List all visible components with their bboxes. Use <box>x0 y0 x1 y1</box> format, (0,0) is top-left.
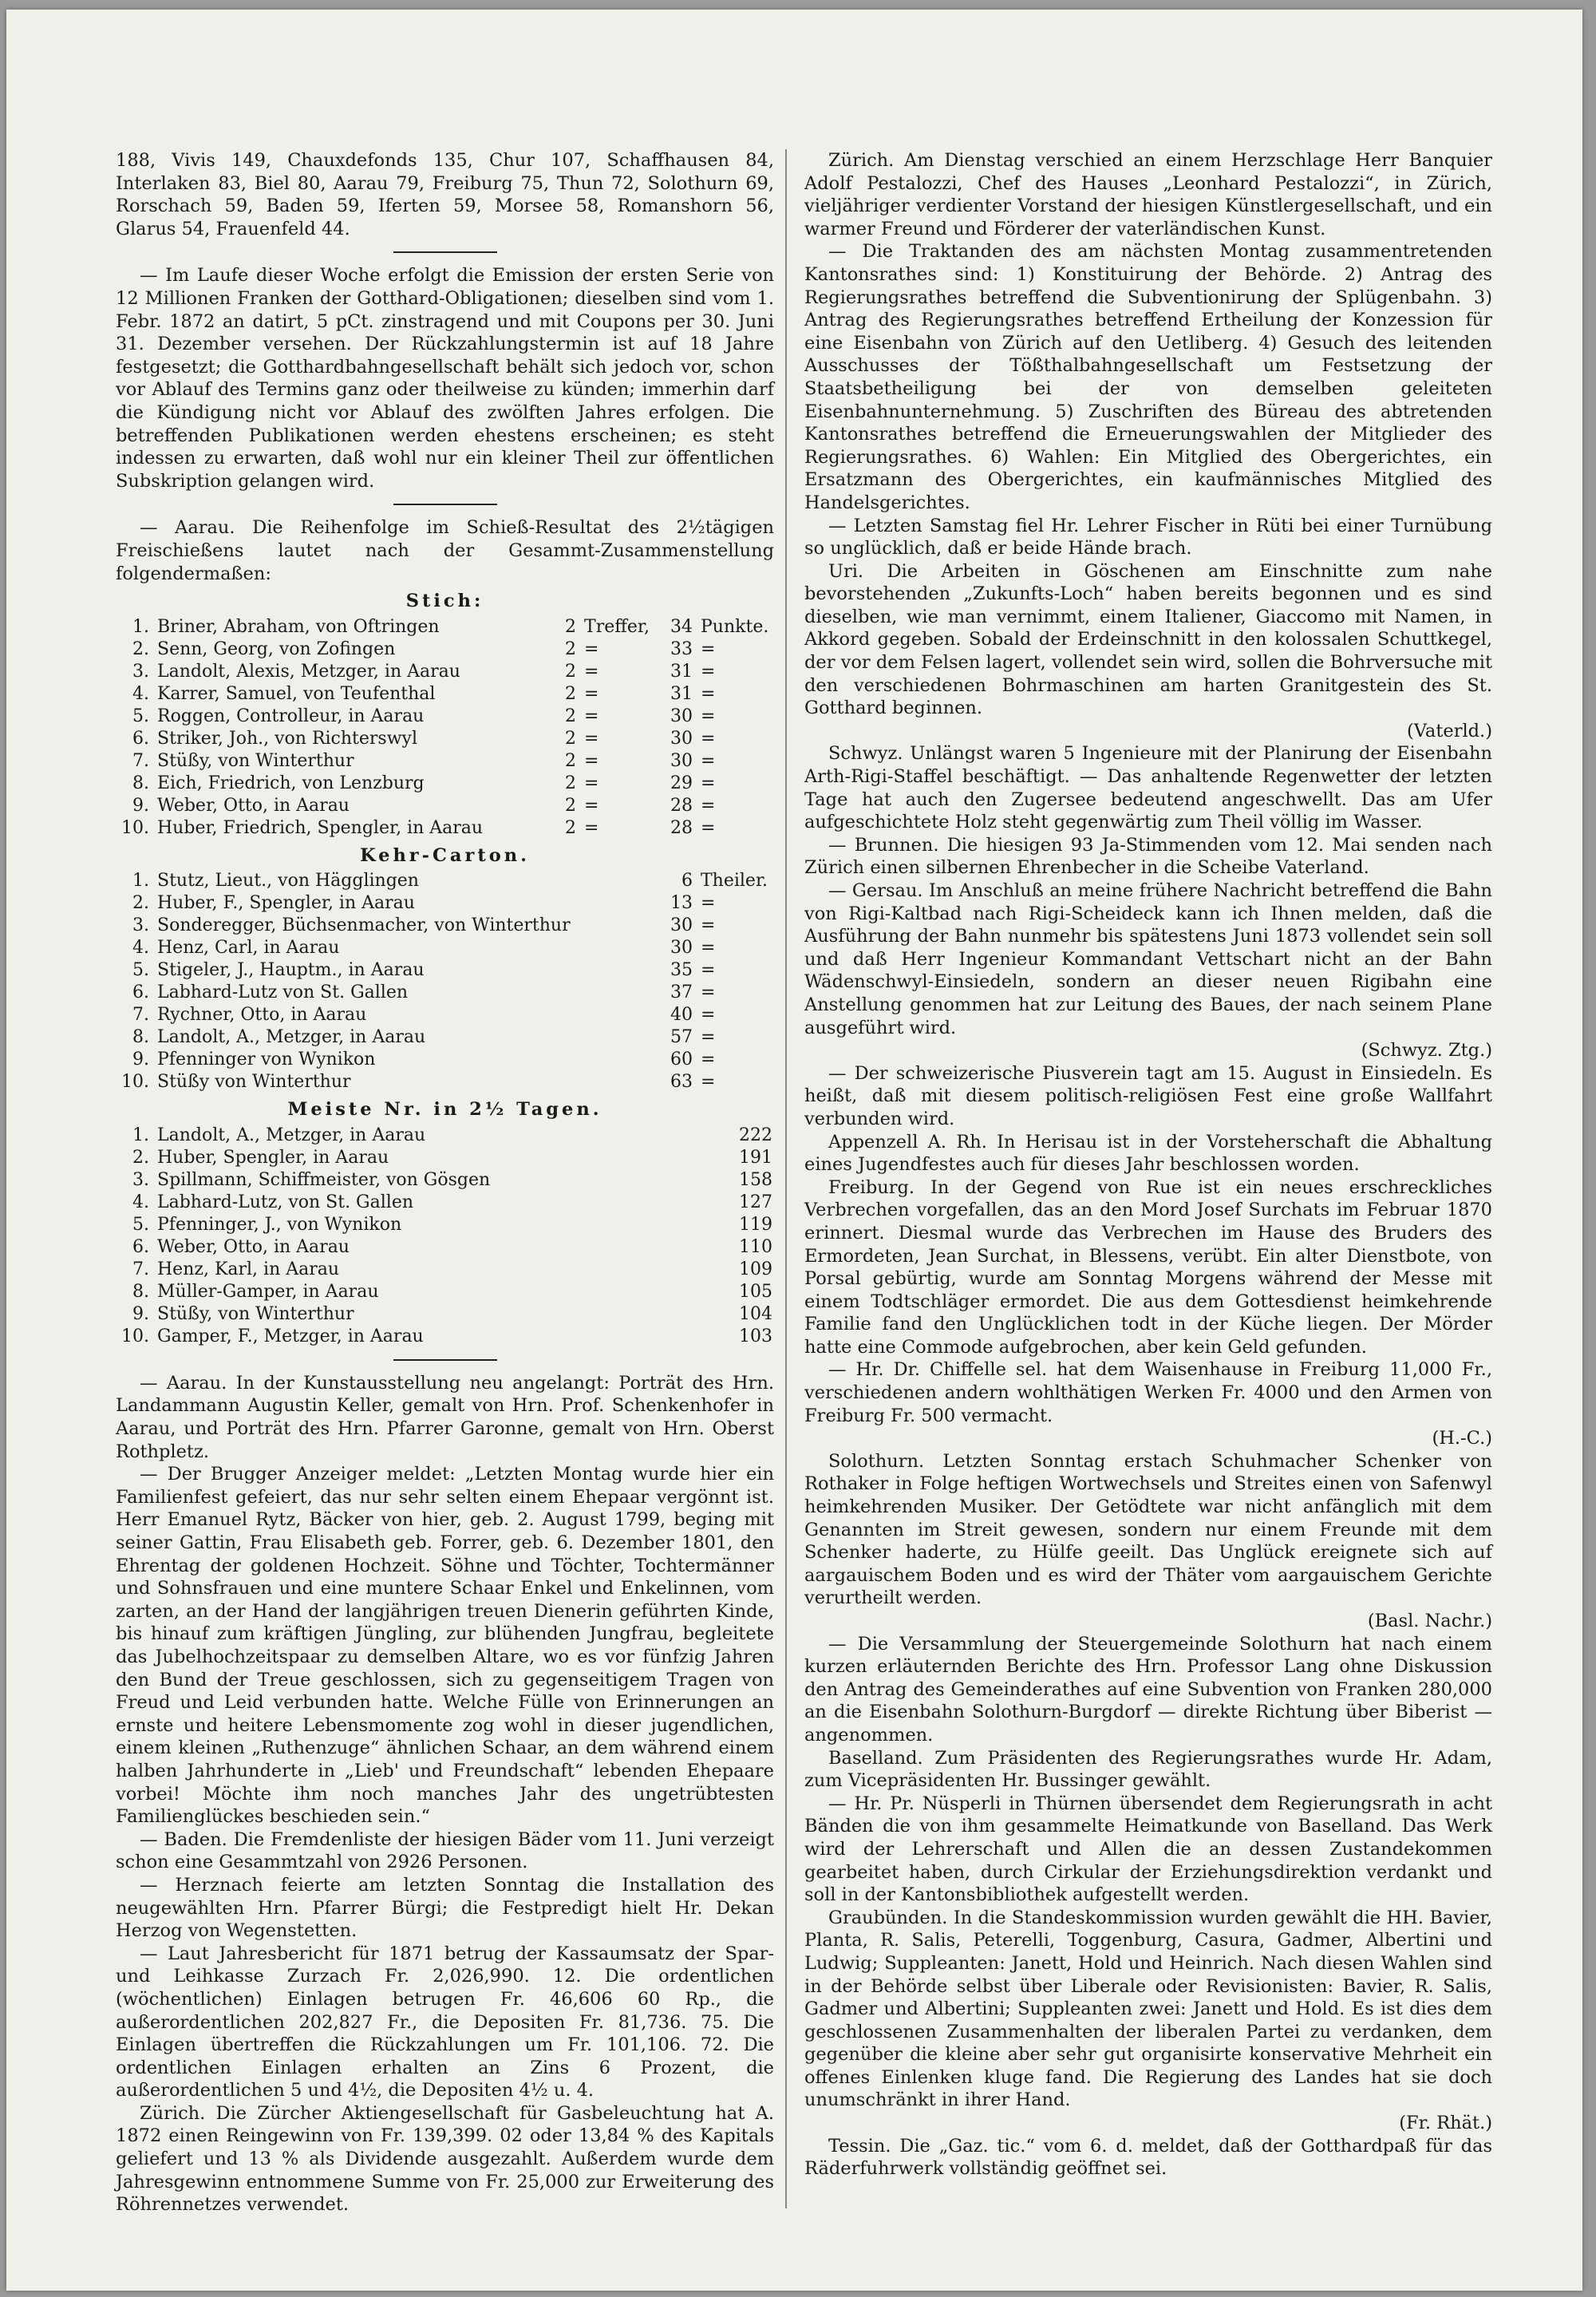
result-n: 5. <box>132 1214 149 1235</box>
result-unit: = <box>701 1072 716 1093</box>
result-val: 28 <box>670 817 693 838</box>
result-unit: = <box>584 638 599 659</box>
result-unit: = <box>584 661 599 682</box>
separator <box>393 251 497 253</box>
result-n: 6. <box>132 982 149 1003</box>
result-name: Roggen, Controlleur, in Aarau <box>157 706 425 726</box>
result-unit: Treffer, <box>584 616 650 637</box>
result-n: 3. <box>132 1169 149 1190</box>
result-unit: = <box>584 795 599 816</box>
separator <box>393 504 497 505</box>
result-n: 9. <box>132 1050 149 1070</box>
result-n: 10. <box>121 817 149 838</box>
result-n: 8. <box>132 1027 149 1048</box>
result-name: Huber, F., Spengler, in Aarau <box>157 893 415 914</box>
result-n: 2. <box>132 1147 149 1168</box>
result-unit: = <box>701 960 716 981</box>
result-val: 158 <box>739 1169 772 1190</box>
left-column <box>116 149 774 2216</box>
result-name: Stigeler, J., Hauptm., in Aarau <box>157 960 425 981</box>
results-table-kehr <box>116 870 774 1093</box>
result-val: 30 <box>670 915 693 936</box>
result-unit: = <box>584 706 599 726</box>
result-name: Huber, Friedrich, Spengler, in Aarau <box>157 817 484 838</box>
result-n: 10. <box>121 1326 149 1346</box>
result-unit: = <box>701 1050 716 1070</box>
result-n: 1. <box>132 616 149 637</box>
attribution-gersau: (Schwyz. Ztg.) <box>1361 1040 1492 1062</box>
result-unit: = <box>584 728 599 749</box>
result-val: 119 <box>739 1214 772 1235</box>
result-unit: = <box>701 1027 716 1048</box>
result-val: 28 <box>670 795 693 816</box>
result-hits: 2 <box>565 638 577 659</box>
result-n: 5. <box>132 960 149 981</box>
result-val: 105 <box>739 1281 772 1302</box>
result-val: 30 <box>670 728 693 749</box>
article-piusverein: — Der schweizerische Piusverein tagt am 15. August in Einsiedeln. Es heißt, daß mit diesem politisch-religiösen Fest eine große Wallfahrt verbunden wird. <box>804 1062 1492 1129</box>
result-hits: 2 <box>565 750 577 771</box>
result-val: 191 <box>739 1147 772 1168</box>
result-val: 103 <box>739 1326 772 1346</box>
result-n: 6. <box>132 1236 149 1257</box>
result-n: 9. <box>132 1303 149 1324</box>
column-rule <box>785 149 787 2208</box>
result-val: 31 <box>670 683 693 704</box>
heading-meiste: Meiste Nr. in 2½ Tagen. <box>287 1099 602 1121</box>
result-n: 8. <box>132 773 149 793</box>
article-kunstausstellung: — Aarau. In der Kunstausstellung neu angelangt: Porträt des Hrn. Landammann Augustin Keller, gemalt von Hrn. Prof. Schenkenhofer in Aarau, und Porträt des Hrn. Pfarrer Garonne, gemalt von Hrn. Oberst Rothpletz. <box>116 1372 774 1462</box>
result-val: 33 <box>670 638 693 659</box>
article-zuerich-pestalozzi: Zürich. Am Dienstag verschied an einem Herzschlage Herr Banquier Adolf Pestalozzi, Chef des Hauses „Leonhard Pestalozzi“, in Zürich, vieljähriger verdienter Vorstand der hiesigen Künstlergesellschaft, und ein warmer Freund und Förderer der vaterländischen Kunst. <box>804 150 1492 239</box>
attribution-solothurn: (Basl. Nachr.) <box>1367 1611 1492 1631</box>
result-val: 109 <box>739 1259 772 1279</box>
result-row <box>116 1026 774 1049</box>
result-val: 110 <box>739 1236 772 1257</box>
result-name: Eich, Friedrich, von Lenzburg <box>157 773 425 793</box>
article-uri: Uri. Die Arbeiten in Göschenen am Einschnitte zum nahe bevorstehenden „Zukunfts-Loch“ haben bereits begonnen und es sind dieselben, wie man vernimmt, einem Italiener, Giaccomo mit Namen, in Akkord gegeben. Sobald der Erdeinschnitt in den kolossalen Schuttkegel, der vor dem Felsen lagert, vollendet sein wird, sollen die Bohrversuche mit den verschiedenen Bohrmaschinen am harten Granitgestein des St. Gotthard beginnen. <box>804 560 1492 719</box>
result-val: 35 <box>670 960 693 981</box>
result-hits: 2 <box>565 706 577 726</box>
result-unit2: = <box>701 683 716 704</box>
result-row <box>116 683 774 706</box>
result-name: Stutz, Lieut., von Hägglingen <box>157 871 419 892</box>
result-val: 104 <box>739 1303 772 1324</box>
result-val: 29 <box>670 773 693 793</box>
article-gersau: — Gersau. Im Anschluß an meine frühere Nachricht betreffend die Bahn von Rigi-Kaltbad nach Rigi-Scheideck kann ich Ihnen melden, daß die Ausführung der Bahn nunmehr bis spätestens Juni 1873 vollendet sein soll und daß Herr Ingenieur Kommandant Vettschart nicht an der Bahn Wädenschwyl-Einsiedeln, sondern an dieser neuen Rigibahn eine Anstellung genommen hat zur Leitung des Baues, der nach seinem Plane ausgeführt wird. <box>804 880 1492 1038</box>
result-row <box>116 1192 774 1214</box>
result-row <box>116 706 774 728</box>
article-gotthard-obligationen: — Im Laufe dieser Woche erfolgt die Emission der ersten Serie von 12 Millionen Franken der Gotthard-Obligationen; dieselben sind vom 1. Febr. 1872 an datirt, 5 pCt. zinstragend und mit Coupons per 30. Juni 31. Dezember versehen. Der Rückzahlungstermin ist auf 18 Jahre festgesetzt; die Gotthardbahngesellschaft behält sich jedoch vor, schon vor Ablauf des Termins ganz oder theilweise zu künden; immerhin darf die Kündigung nicht vor Ablauf des zwölften Jahres erfolgen. Die betreffenden Publikationen werden ehestens erscheinen; es steht indessen zu erwarten, daß wohl nur ein kleiner Theil zur öffentlichen Subskription gelangen wird. <box>116 265 774 492</box>
result-hits: 2 <box>565 773 577 793</box>
results-table-stich <box>116 616 774 840</box>
result-name: Henz, Carl, in Aarau <box>157 938 340 959</box>
result-name: Weber, Otto, in Aarau <box>157 1236 350 1257</box>
article-aarau-freischiessen: — Aarau. Die Reihenfolge im Schieß-Resultat des 2½tägigen Freischießens lautet nach der Gesammt-Zusammenstellung folgendermaßen: <box>116 517 774 584</box>
result-name: Pfenninger von Wynikon <box>157 1050 376 1070</box>
result-name: Weber, Otto, in Aarau <box>157 795 350 816</box>
result-val: 40 <box>670 1005 693 1026</box>
result-unit: = <box>701 915 716 936</box>
result-row <box>116 937 774 959</box>
article-town-list: 188, Vivis 149, Chauxdefonds 135, Chur 107, Schaffhausen 84, Interlaken 83, Biel 80, Aarau 79, Freiburg 75, Thun 72, Solothurn 69, Rorschach 59, Baden 59, Iferten 59, Morsee 58, Romanshorn 56, Glarus 54, Frauenfeld 44. <box>116 150 774 239</box>
result-name: Landolt, A., Metzger, in Aarau <box>157 1027 426 1048</box>
result-row <box>116 1326 774 1348</box>
result-row <box>116 795 774 817</box>
heading-stich: Stich: <box>405 591 484 612</box>
result-name: Müller-Gamper, in Aarau <box>157 1281 379 1302</box>
article-freiburg: Freiburg. In der Gegend von Rue ist ein neues erschreckliches Verbrechen vorgefallen, das an den Mord Josef Surchats im Februar 1870 erinnert. Diesmal wurde das Verbrechen im Hause des Bruders des Ermordeten, Jean Surchat, in Blessens, verübt. Ein alter Dienstbote, von Porsal gebürtig, wurde am Sonntag Morgens während der Messe mit einem Todtschläger ermordet. Die aus dem Gottesdienst heimkehrende Familie fand den Unglücklichen todt in der Küche liegen. Der Mörder hatte eine Commode aufgebrochen, aber kein Geld gefunden. <box>804 1176 1492 1358</box>
result-row <box>116 1303 774 1326</box>
result-name: Huber, Spengler, in Aarau <box>157 1147 389 1168</box>
article-fischer: — Letzten Samstag fiel Hr. Lehrer Fischer in Rüti bei einer Turnübung so unglücklich, daß er beide Hände brach. <box>804 515 1492 559</box>
result-unit2: = <box>701 706 716 726</box>
result-n: 2. <box>132 893 149 914</box>
result-row <box>116 638 774 661</box>
result-row <box>116 1004 774 1026</box>
result-row <box>116 773 774 795</box>
article-schwyz: Schwyz. Unlängst waren 5 Ingenieure mit der Planirung der Eisenbahn Arth-Rigi-Staffel beschäftigt. — Das anhaltende Regenwetter der letzten Tage hat auch den Zugersee bedeutend angeschwellt. Das am Ufer aufgeschichtete Holz steht gegenwärtig zum Theil völlig im Wasser. <box>804 743 1492 833</box>
result-n: 1. <box>132 1125 149 1145</box>
article-steuergemeinde: — Die Versammlung der Steuergemeinde Solothurn hat nach einem kurzen erläuternden Berichte des Hrn. Professor Lang ohne Diskussion den Antrag des Gemeinderathes auf eine Subvention von Franken 280,000 an die Eisenbahn Solothurn-Burgdorf — direkte Richtung über Biberist — angenommen. <box>804 1633 1492 1745</box>
result-n: 1. <box>132 871 149 892</box>
result-name: Stüßy von Winterthur <box>157 1072 351 1093</box>
result-hits: 2 <box>565 616 577 637</box>
result-unit2: = <box>701 773 716 793</box>
result-val: 222 <box>739 1125 772 1145</box>
result-name: Labhard-Lutz von St. Gallen <box>157 982 409 1003</box>
result-unit2: Punkte. <box>701 616 769 637</box>
result-val: 57 <box>670 1027 693 1048</box>
result-hits: 2 <box>565 817 577 838</box>
result-name: Henz, Karl, in Aarau <box>157 1259 340 1279</box>
result-unit: = <box>701 982 716 1003</box>
result-row <box>116 1214 774 1236</box>
newspaper-page <box>6 10 1582 2291</box>
article-solothurn: Solothurn. Letzten Sonntag erstach Schuhmacher Schenker von Rothaker in Folge heftigen Wortwechsels und Streites einen von Safenwyl heimkehrenden Musiker. Der Getödtete war nicht anfänglich mit dem Genannten im Streit gewesen, sondern nur einem Freunde mit dem Schenker haderte, zu Hülfe geeilt. Das Unglück ereignete sich auf aargauischem Boden und es wird der Thäter vom aargauischem Gerichte verurtheilt werden. <box>804 1450 1492 1609</box>
result-val: 30 <box>670 938 693 959</box>
result-name: Briner, Abraham, von Oftringen <box>157 616 440 637</box>
result-n: 8. <box>132 1281 149 1302</box>
result-row <box>116 1259 774 1281</box>
result-name: Striker, Joh., von Richterswyl <box>157 728 418 749</box>
result-unit2: = <box>701 795 716 816</box>
result-row <box>116 616 774 638</box>
result-row <box>116 1281 774 1303</box>
result-unit: = <box>701 893 716 914</box>
article-nuesperli: — Hr. Pr. Nüsperli in Thürnen übersendet dem Regierungsrath in acht Bänden die von ihm gesammelte Heimatkunde von Baselland. Das Werk wird der Lehrerschaft und Allen die an dessen Zustandekommen gearbeitet haben, durch Cirkular der Erziehungsdirektion verdankt und soll in der Kantonsbibliothek aufgestellt werden. <box>804 1793 1492 1906</box>
result-unit: = <box>584 817 599 838</box>
result-hits: 2 <box>565 661 577 682</box>
result-row <box>116 915 774 937</box>
result-n: 10. <box>121 1072 149 1093</box>
result-name: Spillmann, Schiffmeister, von Gösgen <box>157 1169 491 1190</box>
article-zuerich-gas: Zürich. Die Zürcher Aktiengesellschaft für Gasbeleuchtung hat A. 1872 einen Reingewinn von Fr. 139,399. 02 oder 13,84 % des Kapitals geliefert und 13 % als Dividende ausgezahlt. Außerdem wurde dem Jahresgewinn entnommene Summe von Fr. 25,000 zur Erweiterung des Röhrennetzes verwendet. <box>116 2102 774 2216</box>
result-n: 4. <box>132 1192 149 1212</box>
result-unit: = <box>701 1005 716 1026</box>
result-n: 3. <box>132 915 149 936</box>
result-val: 31 <box>670 661 693 682</box>
result-val: 34 <box>670 616 693 637</box>
result-val: 60 <box>670 1050 693 1070</box>
result-row <box>116 982 774 1004</box>
result-n: 7. <box>132 750 149 771</box>
heading-kehr-carton: Kehr-Carton. <box>360 844 530 866</box>
result-unit2: = <box>701 728 716 749</box>
result-unit: = <box>584 773 599 793</box>
attribution-chiffelle: (H.-C.) <box>1432 1428 1492 1449</box>
result-n: 7. <box>132 1005 149 1026</box>
article-baden: — Baden. Die Fremdenliste der hiesigen Bäder vom 11. Juni verzeigt schon eine Gesammtzahl von 2926 Personen. <box>116 1829 774 1873</box>
article-tessin: Tessin. Die „Gaz. tic.“ vom 6. d. meldet, daß der Gotthardpaß für das Räderfuhrwerk vollständig geöffnet sei. <box>804 2135 1492 2180</box>
result-name: Stüßy, von Winterthur <box>157 750 354 771</box>
result-hits: 2 <box>565 728 577 749</box>
result-unit: Theiler. <box>701 871 768 892</box>
separator <box>393 1359 497 1361</box>
result-unit: = <box>701 938 716 959</box>
result-name: Labhard-Lutz, von St. Gallen <box>157 1192 414 1212</box>
result-val: 30 <box>670 750 693 771</box>
result-name: Karrer, Samuel, von Teufenthal <box>157 683 436 704</box>
result-row <box>116 1147 774 1169</box>
result-n: 3. <box>132 661 149 682</box>
result-val: 6 <box>681 871 693 892</box>
result-name: Sonderegger, Büchsenmacher, von Winterthur <box>157 915 571 936</box>
result-name: Stüßy, von Winterthur <box>157 1303 354 1324</box>
attribution-graubuenden: (Fr. Rhät.) <box>1399 2113 1492 2134</box>
result-name: Rychner, Otto, in Aarau <box>157 1005 367 1026</box>
result-row <box>116 1071 774 1093</box>
result-name: Gamper, F., Metzger, in Aarau <box>157 1326 424 1346</box>
result-name: Senn, Georg, von Zofingen <box>157 638 396 659</box>
result-row <box>116 892 774 915</box>
article-zurzach: — Laut Jahresbericht für 1871 betrug der Kassaumsatz der Spar- und Leihkasse Zurzach Fr. 2,026,990. 12. Die ordentlichen (wöchentlichen) Einlagen betrugen Fr. 46,606 60 Rp., die außerordentlichen 202,827 Fr., die Depositen Fr. 81,736. 75. Die Einlagen übertreffen die Rückzahlungen um Fr. 101,106. 72. Die ordentlichen Einlagen erhalten an Zins 6 Prozent, die außerordentlichen 5 und 4½, die Depositen 4½ u. 4. <box>116 1943 774 2101</box>
result-unit2: = <box>701 661 716 682</box>
result-val: 37 <box>670 982 693 1003</box>
right-column <box>804 149 1492 2180</box>
result-hits: 2 <box>565 795 577 816</box>
article-chiffelle: — Hr. Dr. Chiffelle sel. hat dem Waisenhause in Freiburg 11,000 Fr., verschiedenen andern wohlthätigen Werken Fr. 4000 und den Armen von Freiburg Fr. 500 vermacht. <box>804 1359 1492 1426</box>
result-name: Landolt, A., Metzger, in Aarau <box>157 1125 426 1145</box>
results-table-meiste <box>116 1125 774 1348</box>
result-row <box>116 959 774 982</box>
result-n: 2. <box>132 638 149 659</box>
article-herznach: — Herznach feierte am letzten Sonntag die Installation des neugewählten Hrn. Pfarrer Bürgi; die Festpredigt hielt Hr. Dekan Herzog von Wegenstetten. <box>116 1874 774 1942</box>
result-val: 63 <box>670 1072 693 1093</box>
result-n: 4. <box>132 938 149 959</box>
result-name: Pfenninger, J., von Wynikon <box>157 1214 402 1235</box>
article-traktanden: — Die Traktanden des am nächsten Montag zusammentretenden Kantonsrathes sind: 1) Konstituirung der Behörde. 2) Antrag des Regierungsrathes betreffend die Subventionirung der Splügenbahn. 3) Antrag des Regierungsrathes betreffend Ertheilung der Konzession für eine Eisenbahn von Zürich auf den Uetliberg. 4) Gesuch des leitenden Ausschusses der Tößthalbahngesellschaft um Festsetzung der Staatsbetheiligung bei der von demselben geleiteten Eisenbahnunternehmung. 5) Zuschriften des Büreau des abtretenden Kantonsrathes betreffend die Erneuerungswahlen der Mitglieder des Regierungsrathes. 6) Wahlen: Ein Mitglied des Obergerichtes, ein Ersatzmann des Obergerichtes, ein kaufmännisches Mitglied des Handelsgerichtes. <box>804 241 1492 513</box>
attribution-uri: (Vaterld.) <box>1406 720 1492 741</box>
article-brunnen: — Brunnen. Die hiesigen 93 Ja-Stimmenden vom 12. Mai senden nach Zürich einen silbernen Ehrenbecher in die Scheibe Vaterland. <box>804 834 1492 879</box>
result-row <box>116 870 774 892</box>
article-brugger-anzeiger: — Der Brugger Anzeiger meldet: „Letzten Montag wurde hier ein Familienfest gefeiert, das nur sehr selten einem Ehepaar vergönnt ist. Herr Emanuel Rytz, Bäcker von hier, geb. 2. August 1799, beging mit seiner Gattin, Frau Elisabeth geb. Forrer, geb. 6. Dezember 1801, den Ehrentag der goldenen Hochzeit. Söhne und Töchter, Tochtermänner und Sohnsfrauen und eine muntere Schaar Enkel und Enkelinnen, vom zarten, an der Hand der langjährigen treuen Dienerin geführten Kinde, bis hinauf zum kräftigen Jüngling, zur blühenden Jungfrau, begleitete das Jubelhochzeitspaar zu demselben Altare, wo es vor fünfzig Jahren den Bund der Treue geschlossen, sich zu gegenseitigem Tragen von Freud und Leid verbunden hatte. Welche Fülle von Erinnerungen an ernste und heitere Lebensmomente zog wohl in dieser jugendlichen, einem kleinen „Ruthenzuge“ ähnlichen Schaar, an dem während einem halben Jahrhunderte in „Lieb' und Freundschaft“ lebenden Ehepaare vorbei! Möchte ihm noch manches Jahr des ungetrübtesten Familienglückes beschieden sein.“ <box>116 1464 774 1828</box>
result-row <box>116 750 774 773</box>
result-unit2: = <box>701 817 716 838</box>
result-unit2: = <box>701 638 716 659</box>
result-n: 5. <box>132 706 149 726</box>
result-name: Landolt, Alexis, Metzger, in Aarau <box>157 661 460 682</box>
result-n: 7. <box>132 1259 149 1279</box>
result-row <box>116 1236 774 1259</box>
article-graubuenden: Graubünden. In die Standeskommission wurden gewählt die HH. Bavier, Planta, R. Salis, Peterelli, Toggenburg, Casura, Gadmer, Albertini und Ludwig; Suppleanten: Janett, Hold und Heinrich. Nach diesen Wahlen sind in der Behörde selbst über Liberale oder Revisionisten: Bavier, R. Salis, Gadmer und Albertini; Suppleanten zwei: Janett und Hold. Es ist dies dem geschlossenen Zusammenhalten der liberalen Partei zu verdanken, dem gegenüber die kleine aber sehr gut organisirte konservative Mehrheit ein offenes Einlenken kluge fand. Die Regierung des Landes hat sie doch unumschränkt in ihrer Hand. <box>804 1907 1492 2111</box>
article-baselland: Baselland. Zum Präsidenten des Regierungsrathes wurde Hr. Adam, zum Vicepräsidenten Hr. Bussinger gewählt. <box>804 1747 1492 1792</box>
result-row <box>116 1049 774 1071</box>
result-unit2: = <box>701 750 716 771</box>
result-row <box>116 1169 774 1192</box>
result-n: 4. <box>132 683 149 704</box>
result-val: 13 <box>670 893 693 914</box>
result-row <box>116 661 774 683</box>
article-appenzell: Appenzell A. Rh. In Herisau ist in der Vorsteherschaft die Abhaltung eines Jugendfestes auch für dieses Jahr beschlossen worden. <box>804 1131 1492 1176</box>
result-unit: = <box>584 750 599 771</box>
result-row <box>116 817 774 840</box>
result-hits: 2 <box>565 683 577 704</box>
result-row <box>116 728 774 750</box>
result-unit: = <box>584 683 599 704</box>
result-n: 6. <box>132 728 149 749</box>
result-row <box>116 1125 774 1147</box>
result-val: 127 <box>739 1192 772 1212</box>
result-n: 9. <box>132 795 149 816</box>
result-val: 30 <box>670 706 693 726</box>
